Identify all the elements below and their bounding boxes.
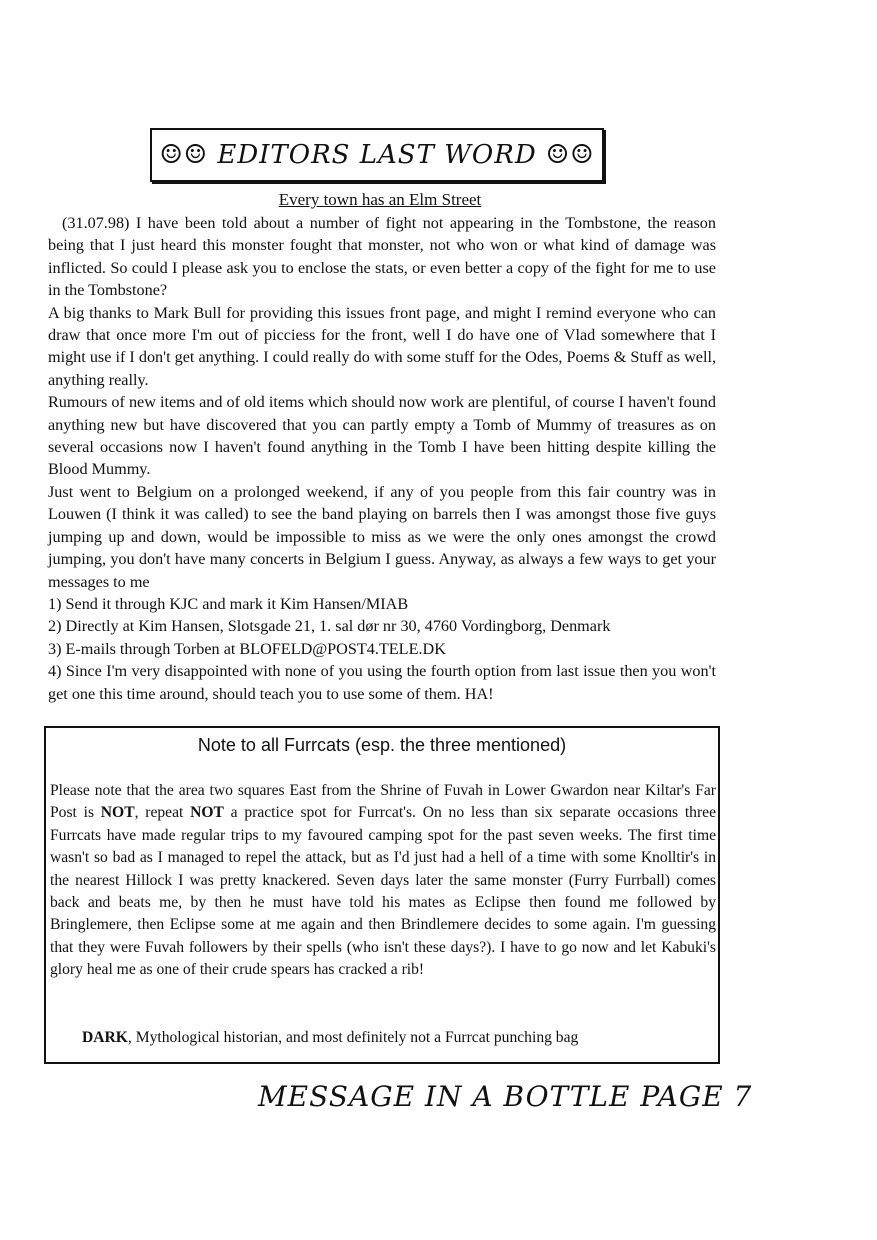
note-text-part: , repeat <box>134 804 191 822</box>
editors-title-box <box>150 128 604 182</box>
paragraph-belgium: Just went to Belgium on a prolonged weekend, if any of you people from this fair country was in Louwen (I think it was called) to see the band playing on barrels then I was amongst those five guys jumping up and down, would be impossible to miss as we were the only ones amongst the crowd jumping, you don't have many concerts in Belgium I guess. Anyway, as always a few ways to get your messages to me <box>48 482 716 591</box>
contact-option-3: 3) E-mails through Torben at BLOFELD@POST4.TELE.DK <box>48 639 446 658</box>
note-text-part: Please note that the area two squares East from the Shrine of Fuvah in Lower Gwardon near Kiltar's Far Post is <box>50 782 716 822</box>
note-text-part: a practice spot for Furrcat's. On no less than six separate occasions three Furrcats have made regular trips to my favoured camping spot for the past seven weeks. The first time wasn't so bad as I managed to repel the attack, but as I'd just had a hell of a time with some Knolltir's in the nearest Hillock I was pretty knackered. Seven days later the same monster (Furry Furrball) comes back and beats me, by then he must have told his mates as Eclipse then found me followed by Bringlemere, then Eclipse some at me again and then Brindlemere decides to some again. I'm guessing that they were Fuvah followers by their spells (who isn't these days?). I have to go now and let Kabuki's glory heal me as one of their crude spears has cracked a rib! <box>50 804 716 979</box>
editors-title: ☺☺ EDITORS LAST WORD ☺☺ <box>159 140 595 170</box>
note-title: Note to all Furrcats (esp. the three mentioned) <box>197 735 567 755</box>
note-emphasis: NOT <box>190 804 224 822</box>
paragraph-thanks: A big thanks to Mark Bull for providing this issues front page, and might I remind everyone who can draw that once more I'm out of picciess for the front, well I do have one of Vlad somewhere that I might use if I don't get anything. I could really do with some stuff for the Odes, Poems & Stuff as well, anything really. <box>48 303 716 389</box>
paragraph-rumours: Rumours of new items and of old items which should now work are plentiful, of course I haven't found anything new but have discovered that you can partly empty a Tomb of Mummy of treasures as on several occasions now I haven't found anything in the Tomb I have been hitting despite killing the Blood Mummy. <box>48 393 716 479</box>
note-text <box>50 780 716 982</box>
note-signature <box>82 1029 710 1047</box>
article-body <box>48 212 716 705</box>
contact-option-4: 4) Since I'm very disappointed with none of you using the fourth option from last issue then you won't get one this time around, should teach you to use some of them. HA! <box>48 662 716 703</box>
note-emphasis: NOT <box>100 804 135 822</box>
contact-option-1: 1) Send it through KJC and mark it Kim Hansen/MIAB <box>48 594 409 613</box>
article-subtitle: Every town has an Elm Street <box>278 190 482 209</box>
furrcat-note-box <box>44 726 720 1064</box>
page-footer: MESSAGE IN A BOTTLE PAGE 7 <box>258 1080 753 1113</box>
paragraph-stats: (31.07.98) I have been told about a number of fight not appearing in the Tombstone, the reason being that I just heard this monster fought that monster, not who won or what kind of damage was inflicted. So could I please ask you to enclose the stats, or even better a copy of the fight for me to use in the Tombstone? <box>48 214 716 300</box>
contact-option-2: 2) Directly at Kim Hansen, Slotsgade 21, 1. sal dør nr 30, 4760 Vordingborg, Denmark <box>48 617 611 636</box>
signature-name: DARK <box>82 1029 128 1046</box>
signature-title: , Mythological historian, and most definitely not a Furrcat punching bag <box>127 1029 579 1046</box>
